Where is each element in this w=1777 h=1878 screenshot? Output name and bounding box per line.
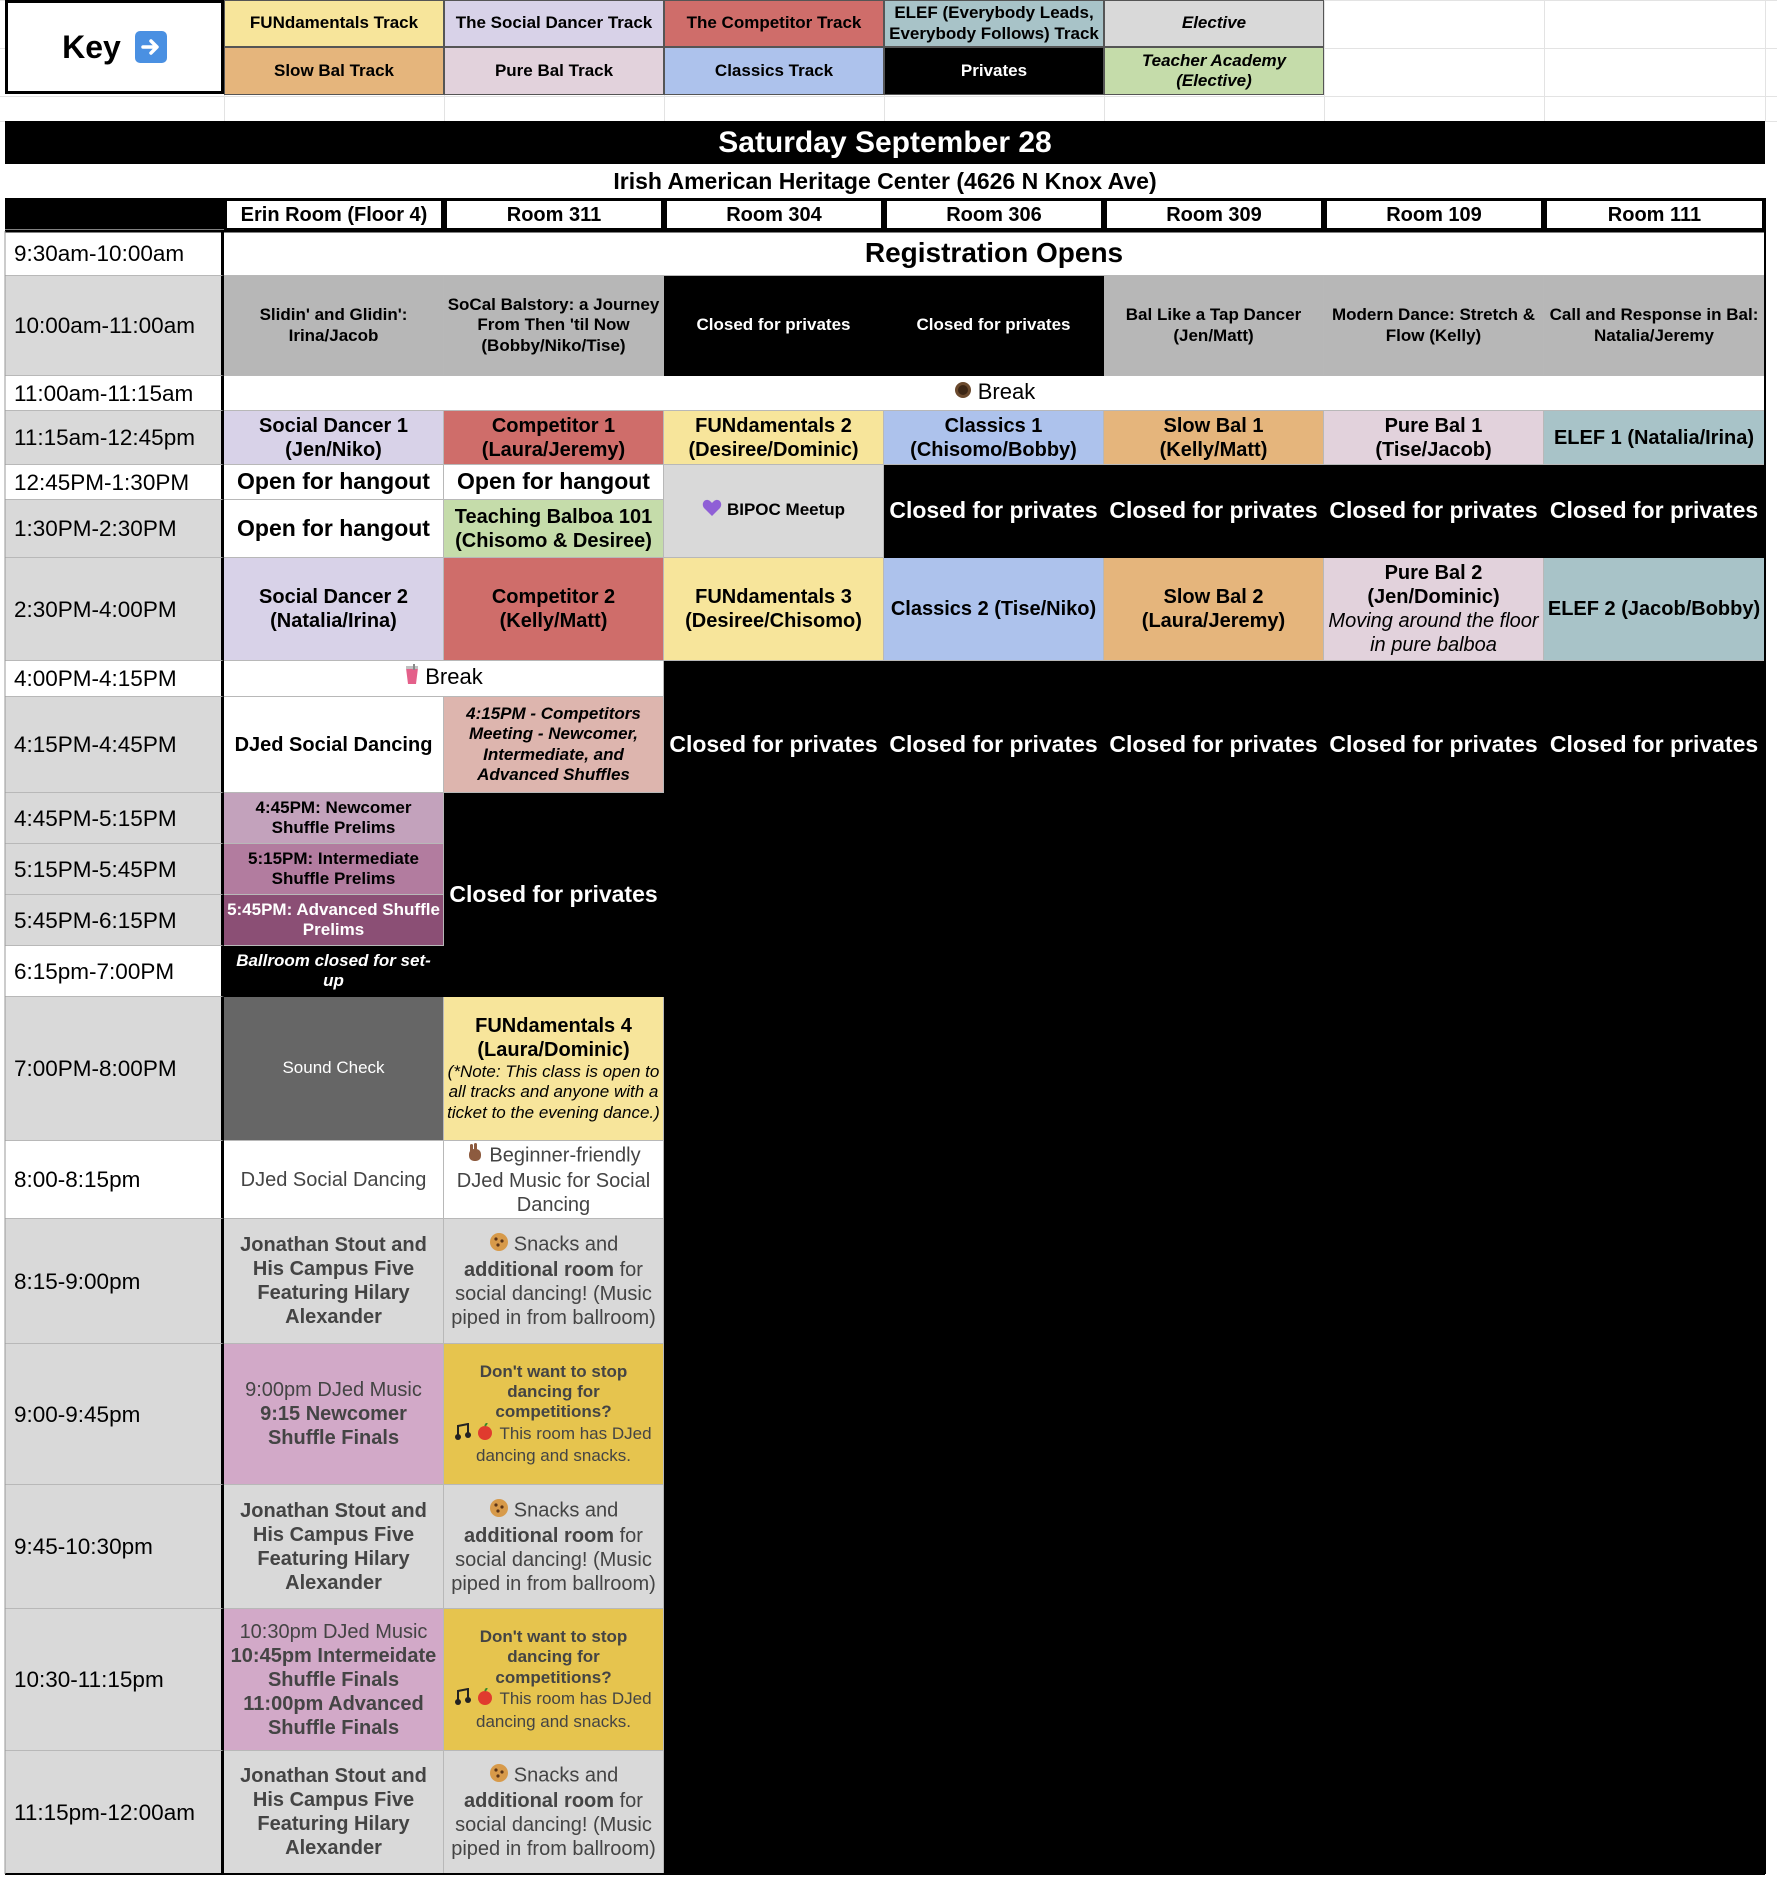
room-header-0: Erin Room (Floor 4) [224,198,444,231]
cell-text: Jonathan Stout and His Campus Five Featuring Hilary Alexander [240,1499,427,1594]
schedule-cell [884,661,1104,1874]
schedule-cell [224,661,664,697]
cell-text: ELEF 2 (Jacob/Bobby) [1547,598,1761,620]
schedule-cell [224,276,444,376]
cell-text: Jonathan Stout and His Campus Five Featuring Hilary Alexander [240,1765,427,1859]
schedule-cell [444,558,664,661]
cell-text: 11:00pm Advanced Shuffle Finals [243,1692,424,1739]
schedule-cell [224,1609,444,1751]
cell-text: Slow Bal 1 (Kelly/Matt) [1159,414,1268,461]
cell-text: 10:45pm Intermeidate Shuffle Finals [230,1644,437,1691]
cell-text: Closed for privates [1549,731,1759,757]
schedule-cell [1324,411,1544,465]
schedule-cell [444,1485,664,1609]
schedule-cell [884,465,1104,558]
cell-text: Closed for privates [1549,497,1759,524]
schedule-cell [1104,411,1324,465]
cell-text: 4:45PM: Newcomer Shuffle Prelims [255,797,412,837]
cell-text-tail: for [614,1790,643,1812]
schedule-cell [664,465,884,558]
time-slot-label: 2:30PM-4:00PM [5,558,224,661]
cell-text: Registration Opens [864,237,1124,269]
cell-text-tail: for [614,1259,643,1281]
cell-text: Open for hangout [457,468,650,495]
cell-text: Social Dancer 1 (Jen/Niko) [259,414,408,461]
key-label-cell [5,0,224,94]
schedule-cell [444,1219,664,1344]
time-slot-label: 7:00PM-8:00PM [5,997,224,1141]
cell-text: Moving around the floor in pure balboa [1328,610,1539,656]
time-slot-label: 10:30-11:15pm [5,1609,224,1751]
day-title-bar [5,121,1765,164]
cell-text: Social Dancer 2 (Natalia/Irina) [259,586,408,632]
cell-text: Don't want to stop dancing for competitions? [479,1627,628,1687]
cell-text: additional room [464,1259,615,1281]
schedule-cell [224,997,444,1141]
cell-text: social dancing! (Music piped in from ballroom) [451,1548,656,1595]
schedule-cell [444,411,664,465]
schedule-cell [884,558,1104,661]
cell-text: Closed for privates [1329,731,1538,757]
schedule-cell [444,1609,664,1751]
schedule-cell [224,1219,444,1344]
schedule-cell [444,465,664,500]
time-slot-label: 4:00PM-4:15PM [5,661,224,697]
room-header-1: Room 311 [444,198,664,231]
schedule-cell [224,844,444,895]
cell-text: Snacks and [513,1233,619,1256]
cell-text: DJed Social Dancing [240,1168,427,1191]
key-item-fundamentals-track: FUNdamentals Track [224,0,444,47]
cookie-icon [489,1232,509,1258]
cell-text: 9:15 Newcomer Shuffle Finals [260,1403,407,1449]
schedule-cell [224,1485,444,1609]
key-item-slow-bal-track: Slow Bal Track [224,47,444,95]
cell-text: Classics 1 (Chisomo/Bobby) [910,414,1077,461]
cell-text: Closed for privates [916,315,1071,335]
cell-text: Closed for privates [1329,497,1538,524]
room-header-4: Room 309 [1104,198,1324,231]
schedule-cell [444,793,664,997]
key-label: Key [62,28,121,65]
schedule-cell [664,276,884,376]
schedule-cell [224,1141,444,1219]
time-slot-label: 9:00-9:45pm [5,1344,224,1485]
cookie-icon [489,1498,509,1524]
music-icon [455,1423,495,1446]
cell-text: Closed for privates [1109,731,1318,757]
cell-text: FUNdamentals 2 (Desiree/Dominic) [688,414,859,461]
cell-text: Closed for privates [696,315,851,335]
cell-text: Snacks and [513,1498,619,1521]
key-item-classics-track: Classics Track [664,47,884,95]
schedule-cell [664,558,884,661]
schedule-cell [224,697,444,793]
cell-text: social dancing! (Music piped in from ballroom) [451,1814,656,1860]
time-slot-label: 11:15pm-12:00am [5,1751,224,1874]
schedule-cell [224,1751,444,1874]
cell-text: FUNdamentals 4 (Laura/Dominic) [475,1014,632,1061]
cell-text: additional room [464,1790,615,1812]
schedule-cell [1544,276,1765,376]
cell-text: Snacks and [513,1764,619,1787]
schedule-cell [664,411,884,465]
schedule-cell [224,895,444,946]
key-item-elef-everybody-leads-everybody-follows-track: ELEF (Everybody Leads, Everybody Follows) Track [884,0,1104,47]
schedule-cell [1104,276,1324,376]
day-title: Saturday September 28 [718,125,1052,159]
schedule-cell [1324,465,1544,558]
schedule-cell [224,793,444,844]
cell-text: 5:45PM: Advanced Shuffle Prelims [227,899,440,939]
purple-heart-icon [702,499,722,522]
schedule-cell [1104,558,1324,661]
room-header-5: Room 109 [1324,198,1544,231]
hand-icon [466,1143,484,1169]
schedule-cell [224,231,1765,276]
cell-text: Modern Dance: Stretch & Flow (Kelly) [1331,305,1536,345]
drink-icon [404,664,420,692]
schedule-cell [1324,661,1544,1874]
schedule-cell [444,1344,664,1485]
coffee-icon [953,380,973,406]
cell-text: Bal Like a Tap Dancer (Jen/Matt) [1125,305,1302,345]
schedule-cell [224,558,444,661]
cell-text: Closed for privates [669,731,878,757]
cell-text: DJed Social Dancing [234,733,433,756]
time-slot-label: 8:00-8:15pm [5,1141,224,1219]
cell-text: additional room [464,1524,615,1547]
cell-text: Teaching Balboa 101 (Chisomo & Desiree) [454,505,653,552]
right-arrow-icon [135,31,167,63]
cell-text: Break [425,664,483,690]
time-slot-label: 10:00am-11:00am [5,276,224,376]
schedule-cell [664,661,884,1874]
cell-text: Closed for privates [889,731,1098,757]
cell-text: This room has DJed dancing and snacks. [476,1689,652,1731]
schedule-cell [224,946,444,997]
schedule-cell [1104,465,1324,558]
cell-text: Slidin' and Glidin': Irina/Jacob [259,305,408,345]
cell-text: (*Note: This class is open to all tracks and anyone with a ticket to the evening dance.) [447,1061,660,1122]
rooms-header-spacer [5,198,224,229]
schedule-cell [444,997,664,1141]
cell-text: Break [977,379,1036,405]
schedule-cell [1324,558,1544,661]
cell-text: social dancing! (Music piped in from ballroom) [451,1283,656,1329]
room-header-3: Room 306 [884,198,1104,231]
cell-text: Closed for privates [449,881,658,907]
time-slot-label: 6:15pm-7:00PM [5,946,224,997]
schedule-cell [224,411,444,465]
cell-text: Competitor 1 (Laura/Jeremy) [481,414,626,461]
time-slot-label: 1:30PM-2:30PM [5,500,224,558]
cell-text: Jonathan Stout and His Campus Five Featuring Hilary Alexander [240,1234,427,1328]
cell-text: 10:30pm DJed Music [239,1620,428,1643]
cell-text-tail: for [614,1524,643,1547]
schedule-cell [444,697,664,793]
cell-text: Pure Bal 2 (Jen/Dominic) [1367,562,1500,608]
cell-text: Closed for privates [889,497,1098,524]
music-icon [455,1688,495,1711]
venue-bar [5,164,1765,198]
cell-text: Sound Check [282,1058,385,1078]
cell-text: 5:15PM: Intermediate Shuffle Prelims [248,848,419,888]
cell-text: FUNdamentals 3 (Desiree/Chisomo) [685,586,862,632]
schedule-cell [1104,661,1324,1874]
cell-text: Classics 2 (Tise/Niko) [890,598,1097,620]
cell-text: This room has DJed dancing and snacks. [476,1423,652,1466]
key-item-teacher-academy-elective: Teacher Academy (Elective) [1104,47,1324,95]
key-item-the-social-dancer-track: The Social Dancer Track [444,0,664,47]
schedule-cell [224,376,1765,411]
cell-text: Pure Bal 1 (Tise/Jacob) [1375,414,1492,461]
key-item-privates: Privates [884,47,1104,95]
venue-title: Irish American Heritage Center (4626 N Knox Ave) [613,167,1157,194]
cell-text: Beginner-friendly DJed Music for Social Dancing [456,1143,651,1216]
cell-text: ELEF 1 (Natalia/Irina) [1553,426,1755,449]
cell-text: Open for hangout [237,468,430,495]
cell-text: SoCal Balstory: a Journey From Then 'til Now (Bobby/Niko/Tise) [447,294,660,355]
time-slot-label: 12:45PM-1:30PM [5,465,224,500]
cookie-icon [489,1763,509,1789]
schedule-cell [224,500,444,558]
key-item-elective: Elective [1104,0,1324,47]
cell-text: Ballroom closed for set-up [236,950,431,990]
key-item-the-competitor-track: The Competitor Track [664,0,884,47]
schedule-cell [1544,411,1765,465]
time-slot-label: 11:00am-11:15am [5,376,224,411]
schedule-cell [224,1344,444,1485]
cell-text: Call and Response in Bal: Natalia/Jeremy [1549,305,1759,345]
cell-text: Open for hangout [237,514,430,541]
time-slot-label: 5:15PM-5:45PM [5,844,224,895]
schedule-cell [444,1751,664,1874]
time-slot-label: 9:45-10:30pm [5,1485,224,1609]
room-header-6: Room 111 [1544,198,1765,231]
time-slot-label: 8:15-9:00pm [5,1219,224,1344]
time-slot-label: 9:30am-10:00am [5,231,224,276]
schedule-cell [444,276,664,376]
key-item-pure-bal-track: Pure Bal Track [444,47,664,95]
cell-text: BIPOC Meetup [726,500,846,520]
schedule-cell [1544,661,1765,1874]
cell-text: Slow Bal 2 (Laura/Jeremy) [1141,586,1286,632]
schedule-cell [224,465,444,500]
time-slot-label: 11:15am-12:45pm [5,411,224,465]
schedule-cell [1544,558,1765,661]
schedule-cell [884,411,1104,465]
cell-text: 4:15PM - Competitors Meeting - Newcomer, Intermediate, and Advanced Shuffles [466,703,641,784]
cell-text: Competitor 2 (Kelly/Matt) [491,586,616,632]
time-slot-label: 4:45PM-5:15PM [5,793,224,844]
schedule-cell [444,1141,664,1219]
cell-text: 9:00pm DJed Music [245,1379,422,1401]
time-slot-label: 5:45PM-6:15PM [5,895,224,946]
schedule-cell [444,500,664,558]
cell-text: Don't want to stop dancing for competitions? [479,1361,628,1422]
time-slot-label: 4:15PM-4:45PM [5,697,224,793]
room-header-2: Room 304 [664,198,884,231]
cell-text: Closed for privates [1109,497,1318,524]
schedule-cell [1324,276,1544,376]
schedule-cell [1544,465,1765,558]
schedule-cell [884,276,1104,376]
